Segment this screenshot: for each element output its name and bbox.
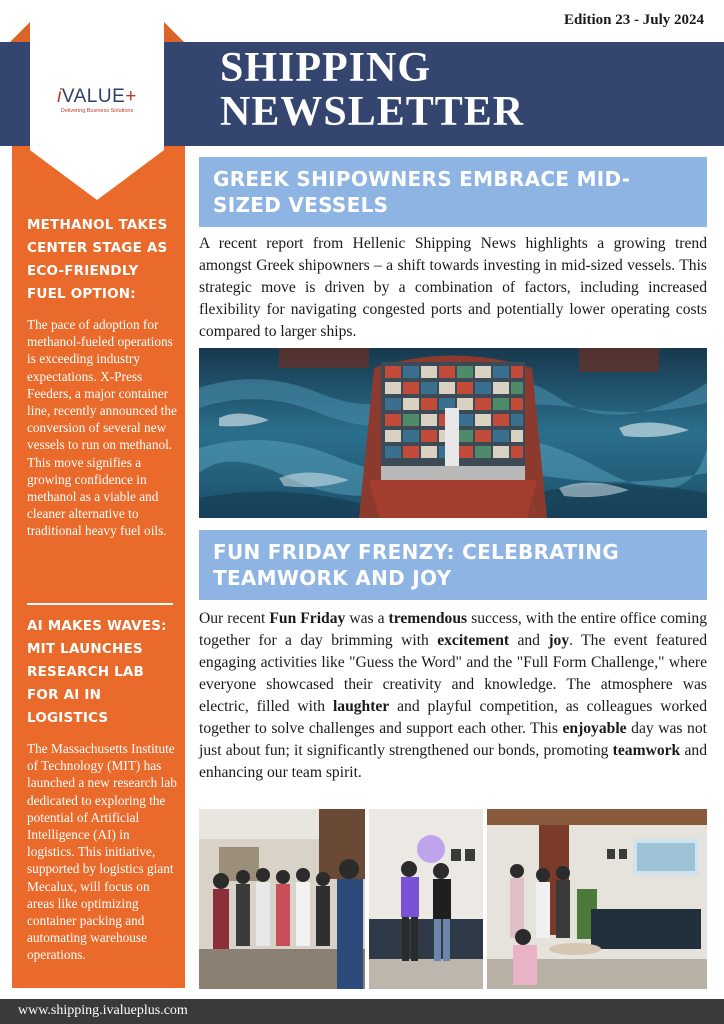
container-ship-image: [199, 348, 707, 518]
sidebar-body: The Massachusetts Institute of Technology (MIT) has launched a new research lab dedicated to exploring the potential of Artificial Intelligence (AI) in logistics. This initiative, supported by logistics giant Mecalux, will focus on areas like optimizing container packing and automating warehouse operations.: [27, 741, 177, 963]
sidebar-heading: METHANOL TAKES CENTER STAGE AS ECO-FRIENDLY FUEL OPTION:: [27, 217, 168, 302]
footer-website-link[interactable]: www.shipping.ivalueplus.com: [18, 1003, 188, 1018]
sidebar-body: The pace of adoption for methanol-fueled operations is exceeding industry expectations. X-Press Feeders, a major container line, recently announced the conversion of several new vessels to run on methanol. This move signifies a growing confidence in methanol as a viable and cleaner alternative to traditional heavy fuel oils.: [27, 317, 177, 539]
logo-wordmark: iVALUE+: [57, 86, 137, 107]
ribbon-fold-left: [10, 22, 30, 42]
sidebar-heading: AI MAKES WAVES: MIT LAUNCHES RESEARCH LAB FOR AI IN LOGISTICS: [27, 618, 167, 726]
title-line-2: NEWSLETTER: [220, 89, 525, 135]
fun-friday-photos: [199, 809, 707, 989]
article1-body: A recent report from Hellenic Shipping News highlights a growing trend amongst Greek shipowners – a shift towards investing in mid-sized vessels. This strategic move is driven by a combination of factors, including increased flexibility for navigating congested ports and potentially lower operating costs compared to larger ships.: [199, 235, 707, 340]
logo-tagline: Delivering Business Solutions: [60, 108, 134, 114]
article1-headline: GREEK SHIPOWNERS EMBRACE MID-SIZED VESSELS: [199, 157, 707, 227]
game-activity-photo: [369, 809, 483, 989]
article2-body: Our recent Fun Friday was a tremendous success, with the entire office coming together for a day brimming with excitement and joy. The event featured engaging activities like "Guess the Word" and the "Full Form Challenge," where everyone showcased their creativity and knowledge. The atmosphere was electric, filled with laughter and playful competition, as colleagues worked together to solve challenges and support each other. This enjoyable day was not just about fun; it significantly strengthened our bonds, promoting teamwork and enhancing our team spirit.: [199, 610, 707, 781]
sidebar-divider: [27, 603, 173, 605]
company-logo: [36, 86, 158, 114]
title-line-1: SHIPPING: [220, 45, 432, 91]
article2-headline: FUN FRIDAY FRENZY: CELEBRATING TEAMWORK AND JOY: [199, 530, 707, 600]
newsletter-title: [220, 46, 524, 134]
sidebar-section-ai: [27, 615, 177, 964]
ribbon-fold-right: [164, 22, 184, 42]
edition-label: Edition 23 - July 2024: [563, 12, 704, 28]
footer-bar: [0, 999, 724, 1024]
presentation-photo: [487, 809, 707, 989]
team-group-photo: [199, 809, 365, 989]
sidebar-section-methanol: [27, 214, 177, 540]
